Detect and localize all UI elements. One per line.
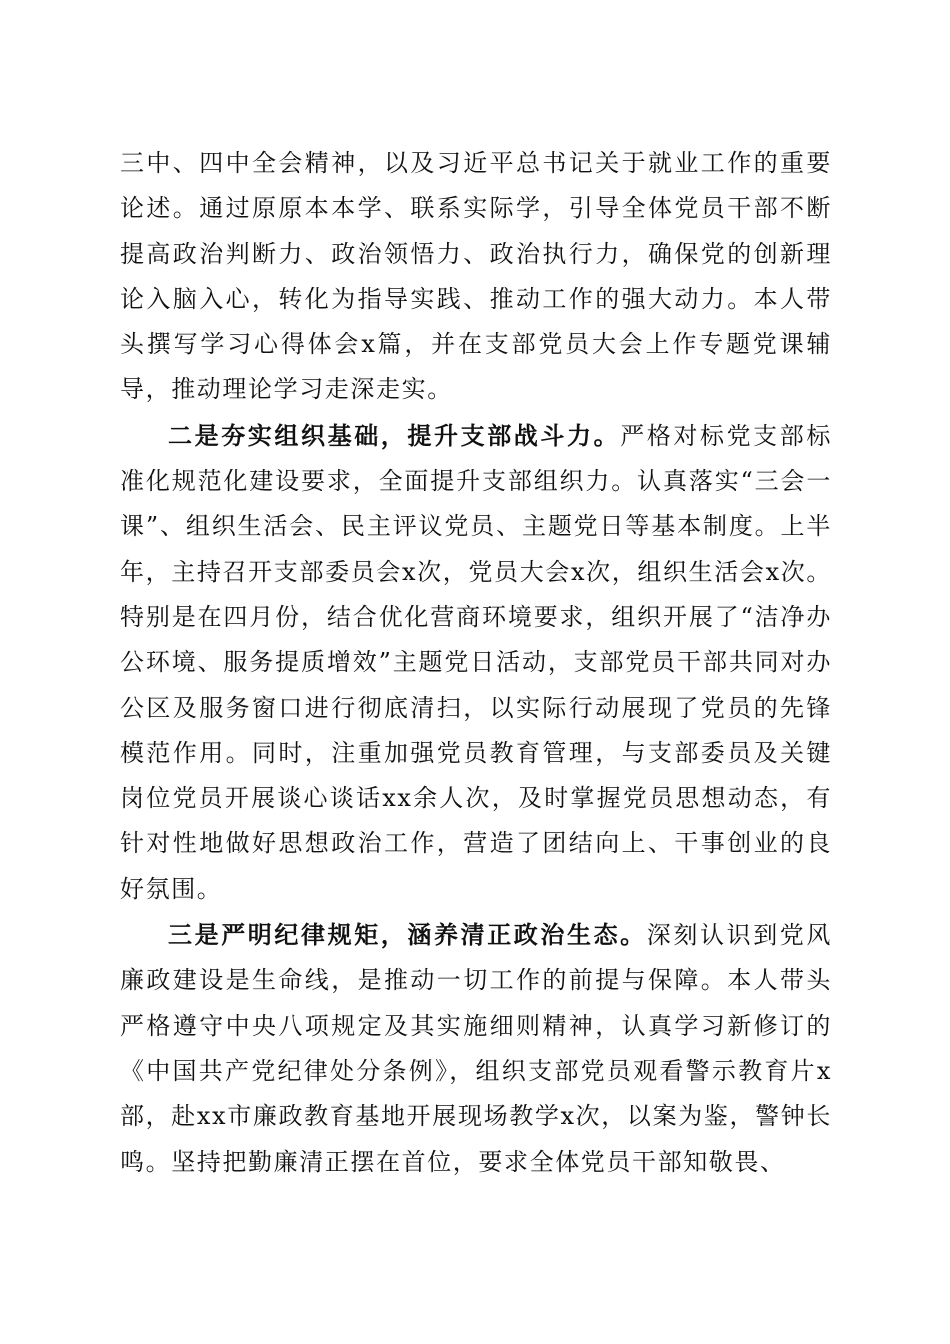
document-body <box>120 141 832 1185</box>
paragraph-discipline <box>120 912 832 1185</box>
paragraph-text: 三中、四中全会精神，以及习近平总书记关于就业工作的重要论述。通过原原本本学、联系实际学，引导全体党员干部不断提高政治判断力、政治领悟力、政治执行力，确保党的创新理论入脑入心，转化为指导实践、推动工作的强大动力。本人带头撰写学习心得体会x篇，并在支部党员大会上作专题党课辅导，推动理论学习走深走实。 <box>120 149 832 404</box>
paragraph-text: 深刻认识到党风廉政建设是生命线，是推动一切工作的前提与保障。本人带头严格遵守中央八项规定及其实施细则精神，认真学习新修订的《中国共产党纪律处分条例》，组织支部党员观看警示教育片x部，赴xx市廉政教育基地开展现场教学x次，以案为鉴，警钟长鸣。坚持把勤廉清正摆在首位，要求全体党员干部知敬畏、 <box>120 921 832 1176</box>
paragraph-continued <box>120 141 832 413</box>
paragraph-heading: 二是夯实组织基础，提升支部战斗力。 <box>168 420 621 450</box>
paragraph-text: 严格对标党支部标准化规范化建设要求，全面提升支部组织力。认真落实“三会一课”、组织生活会、民主评议党员、主题党日等基本制度。上半年，主持召开支部委员会x次，党员大会x次，组织生活会x次。特别是在四月份，结合优化营商环境要求，组织开展了“洁净办公环境、服务提质增效”主题党日活动，支部党员干部共同对办公区及服务窗口进行彻底清扫，以实际行动展现了党员的先锋模范作用。同时，注重加强党员教育管理，与支部委员及关键岗位党员开展谈心谈话xx余人次，及时掌握党员思想动态，有针对性地做好思想政治工作，营造了团结向上、干事创业的良好氛围。 <box>120 421 832 903</box>
paragraph-heading: 三是严明纪律规矩，涵养清正政治生态。 <box>168 920 647 950</box>
paragraph-organization <box>120 413 832 912</box>
